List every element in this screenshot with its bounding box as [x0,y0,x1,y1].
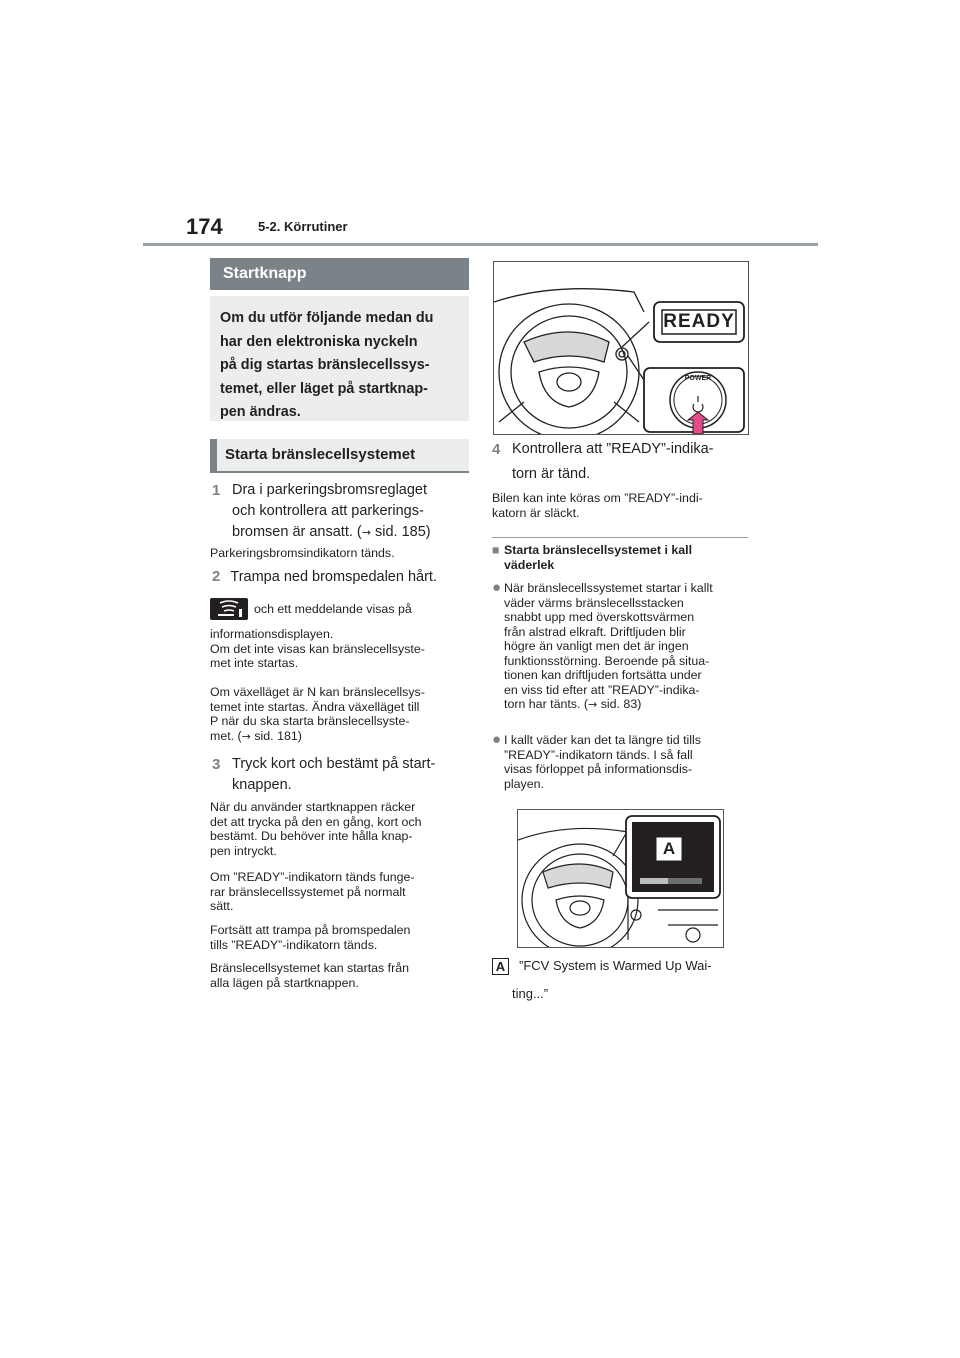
note-line: alla lägen på startknappen. [210,975,359,990]
bullet-line: playen. [504,776,544,791]
power-button-label: POWER [684,375,712,382]
note-line: Om det inte visas kan bränslecellsyste- [210,641,425,656]
bullet-line: tionen kan driftljuden fortsätta under [504,668,702,682]
intro-line: Om du utför följande medan du [220,310,434,326]
icon-text: och ett meddelande visas på [254,601,412,616]
step-3-note-4 [210,961,409,990]
note-line: informationsdisplayen. [210,627,334,641]
bullet-line: från alstrad elkraft. Driftljuden blir [504,624,686,639]
step-2-note-2 [210,685,425,744]
note-line: katorn är släckt. [492,505,580,520]
note-line: bestämt. Du behöver inte hålla knap- [210,829,413,843]
step-1-note: Parkeringsbromsindikatorn tänds. [210,546,395,560]
ready-indicator-label: READY [663,311,735,332]
step-line: knappen. [232,777,292,793]
arrow-right-icon: → [588,698,598,711]
heading-line: väderlek [504,557,555,572]
intro-line: på dig startas bränslecellssys- [220,357,430,373]
step-4 [492,439,752,485]
bullet-line: högre än vanligt men det är ingen [504,639,689,653]
note-line: Bilen kan inte köras om ”READY”-indi- [492,491,703,505]
step-number: 4 [492,441,501,458]
step-2-note [210,627,425,671]
cold-bullet-1 [492,581,713,713]
caption-line: ”FCV System is Warmed Up Wai- [519,958,712,974]
note-line: tills ”READY”-indikatorn tänds. [210,937,378,952]
intro-line: har den elektroniska nyckeln [220,333,418,350]
note-line: met. (→ sid. 181) [210,728,302,743]
arrow-right-icon: → [361,526,371,539]
bullet-icon: ● [492,731,502,748]
note-line: Om växelläget är N kan bränslecellsys- [210,685,425,699]
intro-line: pen ändras. [220,404,301,420]
bullet-line: I kallt väder kan det ta längre tid tills [504,733,701,747]
note-line: Bränslecellsystemet kan startas från [210,961,410,975]
square-bullet-icon: ■ [492,543,500,557]
note-line: det att trycka på den en gång, kort och [210,814,422,829]
step-number: 3 [212,756,221,773]
step-3-note-2 [210,870,415,914]
step-number: 1 [212,482,221,499]
intro-line: temet, eller läget på startknap- [220,380,428,397]
startknapp-intro [210,296,469,421]
starta-heading: Starta bränslecellsystemet [210,439,469,473]
step-2-icon-line [210,598,412,620]
caption-line: ting...” [512,986,549,1001]
note-line: När du använder startknappen räcker [210,800,416,814]
bullet-line: När bränslecellssystemet startar i kallt [504,581,713,595]
bullet-line: väder värms bränslecellsstacken [504,595,684,610]
note-line: P när du ska starta bränslecellsyste- [210,714,410,728]
cold-bullet-2 [492,733,701,791]
arrow-right-icon: → [241,729,251,743]
step-line: Tryck kort och bestämt på start- [232,756,436,772]
step-text: Trampa ned bromspedalen hårt. [230,569,437,585]
step-3-note-1 [210,800,421,858]
step-line: bromsen är ansatt. (→ sid. 185) [232,524,431,540]
bullet-line: visas förloppet på informationsdis- [504,762,693,776]
cold-heading [492,543,692,572]
page-number: 174 [186,214,223,239]
bullet-line: funktionsstörning. Beroende på situa- [504,653,710,668]
startknapp-heading: Startknapp [210,258,469,290]
step-1 [212,480,472,543]
bullet-line: torn har tänts. (→ sid. 83) [504,697,642,711]
callout-label-a: A [492,958,509,975]
section-title: 5-2. Körrutiner [258,219,348,234]
step-line: Dra i parkeringsbromsreglaget [232,482,428,498]
step-number: 2 [212,568,221,585]
step-line: Kontrollera att ”READY”-indika- [512,441,714,457]
step-3 [212,754,472,796]
bullet-line: snabbt upp med överskottsvärmen [504,610,695,624]
note-line: met inte startas. [210,656,299,670]
note-line: temet inte startas. Ändra växelläget till [210,699,420,714]
step-2 [212,566,472,588]
figure-callout-a: A [662,839,676,858]
header-rule [143,243,818,246]
brake-warning-icon [210,598,248,620]
note-line: rar bränslecellssystemet på normalt [210,884,406,899]
step-line: torn är tänd. [512,466,591,482]
divider [492,537,748,538]
step-4-note [492,491,703,520]
note-line: pen intryckt. [210,843,277,858]
figure-caption [492,958,712,1002]
bullet-line: ”READY”-indikatorn tänds. I så fall [504,747,693,762]
note-line: Fortsätt att trampa på bromspedalen [210,923,411,937]
note-line: sätt. [210,899,234,913]
bullet-line: en viss tid efter att ”READY”-indika- [504,682,700,697]
heading-line: Starta bränslecellsystemet i kall [504,543,693,557]
step-line: och kontrollera att parkerings- [232,503,424,519]
bullet-icon: ● [492,579,502,596]
figure-warmup-display [517,809,724,948]
note-line: Om ”READY”-indikatorn tänds funge- [210,870,415,884]
step-3-note-3 [210,923,410,952]
figure-ready-power [493,261,749,435]
